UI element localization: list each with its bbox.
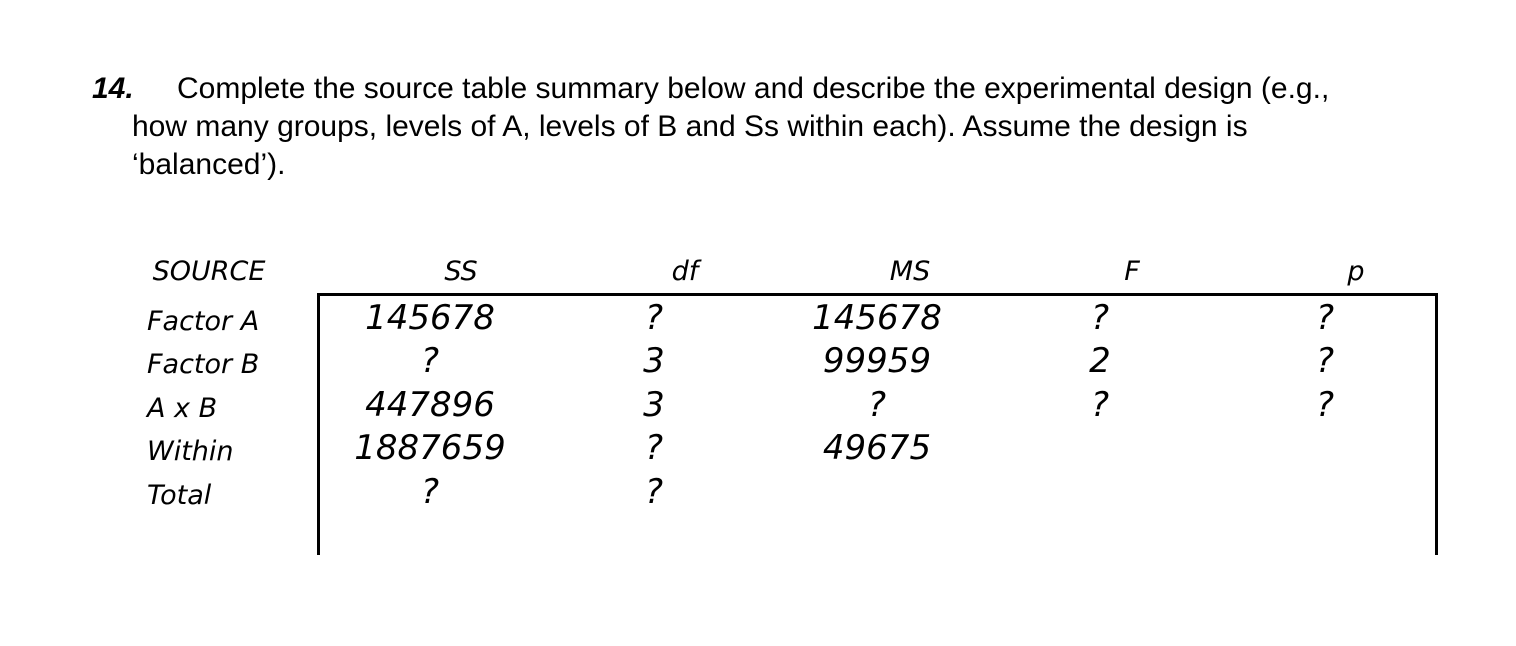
header-ms: MS [889, 256, 931, 287]
cell-ms: ? [867, 385, 887, 425]
cell-df: ? [644, 472, 664, 512]
cell-ms: 99959 [822, 341, 932, 381]
cell-ms: 49675 [822, 428, 932, 468]
cell-df: ? [644, 298, 664, 338]
row-label: Factor A [147, 306, 260, 337]
header-source: SOURCE [152, 256, 266, 287]
cell-p: ? [1315, 341, 1335, 381]
cell-p: ? [1315, 385, 1335, 425]
cell-ss: 1887659 [354, 428, 506, 468]
cell-df: 3 [643, 385, 665, 425]
cell-f: ? [1090, 385, 1110, 425]
header-p: p [1347, 256, 1365, 287]
cell-df: 3 [643, 341, 665, 381]
cell-df: ? [644, 428, 664, 468]
cell-p: ? [1315, 298, 1335, 338]
cell-ss: ? [420, 341, 440, 381]
row-label: A x B [147, 393, 218, 424]
cell-f: ? [1090, 298, 1110, 338]
question-number: 14. [92, 72, 134, 105]
header-f: F [1124, 256, 1140, 287]
row-label: Factor B [147, 349, 260, 380]
table-top-border [317, 293, 1438, 296]
header-df: df [671, 256, 699, 287]
table-right-border [1435, 293, 1438, 555]
row-label: Total [147, 480, 212, 511]
cell-ms: 145678 [812, 298, 942, 338]
cell-ss: ? [420, 472, 440, 512]
row-label: Within [147, 436, 234, 467]
table-left-border [317, 293, 320, 555]
question-text: Complete the source table summary below and describe the experimental design (e.g., how many groups, levels of A, levels of B and Ss within each). Assume the design is ‘balanced’). [132, 72, 1330, 181]
cell-ss: 145678 [365, 298, 495, 338]
cell-ss: 447896 [365, 385, 495, 425]
header-ss: SS [444, 256, 478, 287]
cell-f: 2 [1089, 341, 1111, 381]
